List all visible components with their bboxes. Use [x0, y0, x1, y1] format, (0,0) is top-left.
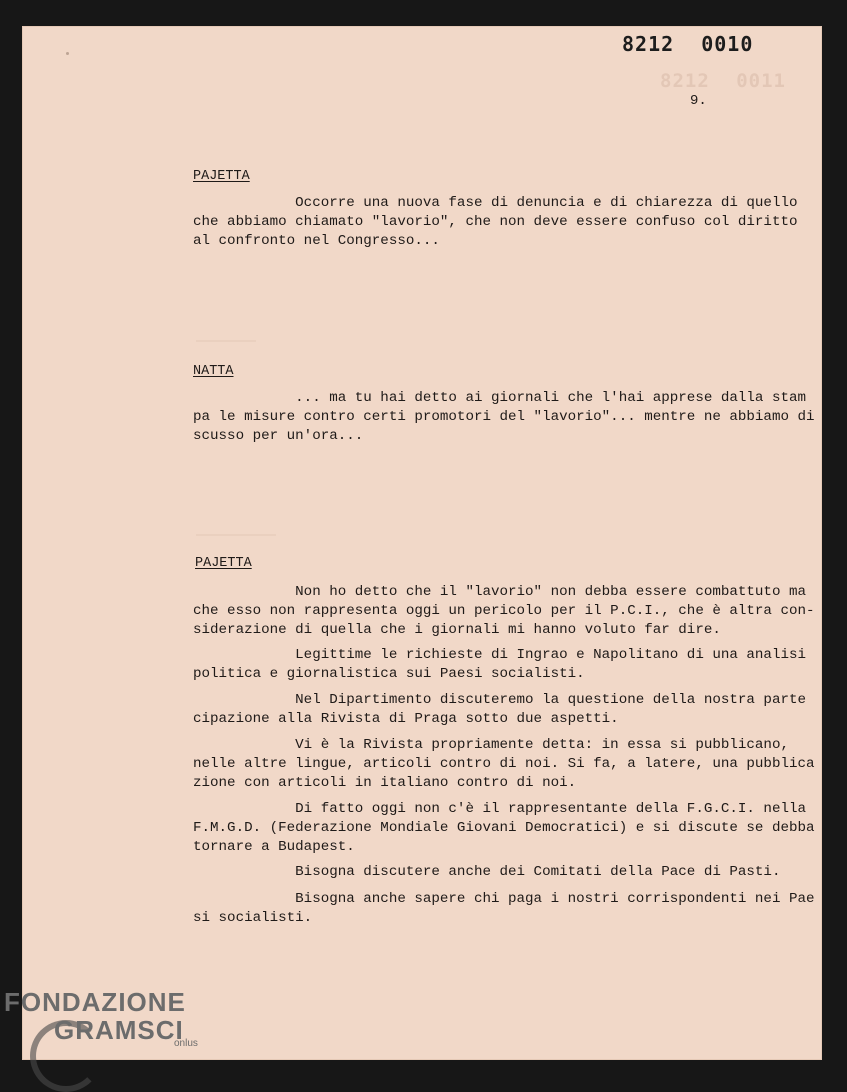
- paragraph: Bisogna anche sapere chi paga i nostri corrispondenti nei si socialisti.: [193, 891, 781, 927]
- paragraph: Legittime le richieste di Ingrao e Napolitano di una analisi politica e giornalistica sui Paesi socialisti.: [193, 647, 806, 683]
- paragraph: Occorre una nuova fase di denuncia e di chiarezza di quello che abbiamo chiamato "lavorio", che non deve essere confuso col diritto al confronto nel Congresso...: [193, 195, 798, 250]
- paragraph: Di fatto oggi non c'è il rappresentante della F.G.C.I. nella F.M.G.D. (Federazione Mondiale Giovani Democratici) e si discute se tornare a Budapest.: [193, 801, 806, 856]
- page-number: 9.: [690, 93, 707, 109]
- bleedthrough-mark: [196, 522, 276, 536]
- paragraph: Vi è la Rivista propriamente detta: in essa si pubblicano, nelle altre lingue, articoli contro di noi. Si fa, a latere, una pubblica zione con articoli in italiano contro di noi.: [193, 737, 815, 792]
- fondazione-gramsci-watermark: [4, 988, 198, 1049]
- paragraph: ... ma tu hai detto ai giornali che l'hai apprese dalla stam pa le misure contro certi promotori del "lavorio"... mentre ne abbiamo scusso per un'ora...: [193, 390, 806, 445]
- speaker-label-natta: NATTA: [193, 364, 234, 379]
- watermark-line-2: GRAMSCI: [54, 1015, 184, 1045]
- paragraph: Bisogna discutere anche dei Comitati della Pace di Pasti.: [193, 864, 781, 880]
- paragraph: Non ho detto che il "lavorio" non debba essere combattuto che esso non rappresenta oggi un pericolo per il P.C.I., che è altra siderazione di quella che i giornali mi hanno voluto far dire.: [193, 584, 781, 639]
- speaker-label-pajetta: PAJETTA: [195, 556, 252, 571]
- bleedthrough-mark: [196, 328, 256, 342]
- archive-stamp: 8212 0010: [622, 32, 754, 56]
- archive-stamp-bleedthrough: 8212 0011: [660, 70, 786, 92]
- watermark-line-1: FONDAZIONE: [4, 987, 186, 1017]
- watermark-line-3: onlus: [174, 1038, 198, 1049]
- paragraph: Nel Dipartimento discuteremo la questione della nostra parte cipazione alla Rivista di Praga sotto due aspetti.: [193, 692, 806, 728]
- paper-speck: [66, 52, 69, 55]
- speaker-label-pajetta: PAJETTA: [193, 169, 250, 184]
